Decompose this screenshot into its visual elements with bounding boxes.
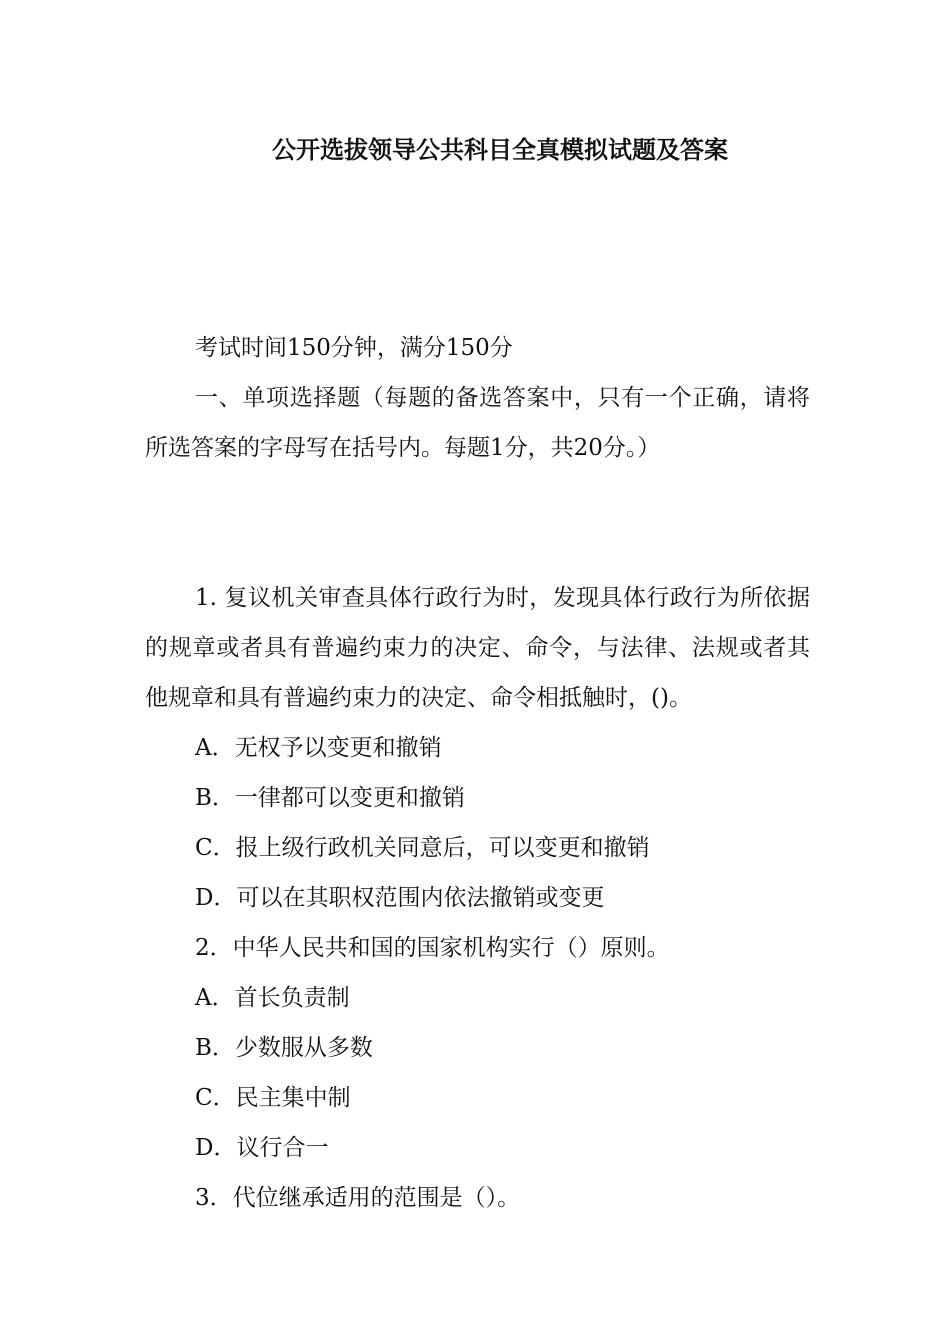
question-1-option-b: B．一律都可以变更和撤销	[195, 785, 465, 811]
question-2-option-d: D．议行合一	[195, 1135, 329, 1161]
question-3-stem: 3．代位继承适用的范围是（）。	[195, 1185, 521, 1211]
question-2-stem: 2．中华人民共和国的国家机构实行（）原则。	[195, 935, 670, 961]
question-2-option-a: A．首长负责制	[195, 985, 350, 1011]
question-1-option-c: C．报上级行政机关同意后，可以变更和撤销	[195, 835, 650, 861]
question-1-option-a: A．无权予以变更和撤销	[195, 735, 442, 761]
question-1-stem: 1. 复议机关审查具体行政行为时，发现具体行政行为所依据的规章或者具有普遍约束力的决定、命令，与法律、法规或者其他规章和具有普遍约束力的决定、命令相抵触时，()。	[145, 585, 810, 711]
question-1-option-d: D．可以在其职权范围内依法撤销或变更	[195, 885, 605, 911]
section-heading: 一、单项选择题（每题的备选答案中，只有一个正确，请将所选答案的字母写在括号内。每题1分，共20分。）	[145, 385, 810, 461]
exam-info: 考试时间150分钟，满分150分	[195, 335, 513, 361]
document-title: 公开选拔领导公共科目全真模拟试题及答案	[272, 135, 728, 164]
question-2-option-c: C．民主集中制	[195, 1085, 351, 1111]
question-2-option-b: B．少数服从多数	[195, 1035, 373, 1061]
